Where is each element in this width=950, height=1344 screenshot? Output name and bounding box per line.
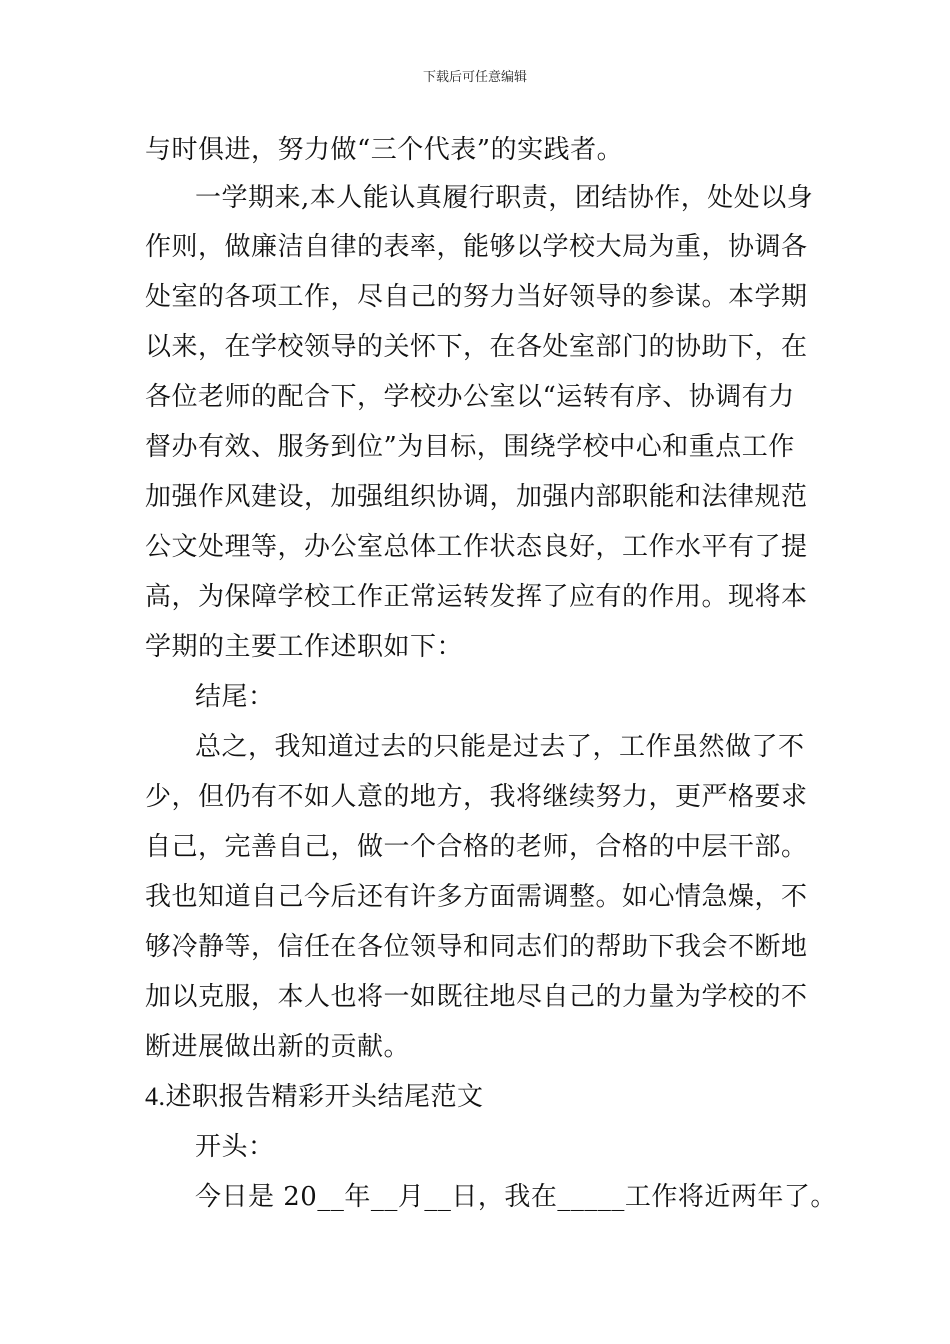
text-line: 加强作风建设，加强组织协调，加强内部职能和法律规范 [145, 482, 808, 512]
text-line: 作则，做廉洁自律的表率，能够以学校大局为重，协调各 [145, 232, 808, 262]
section-label: 开头： [195, 1132, 275, 1162]
page-header: 下载后可任意编辑 [422, 70, 527, 85]
text-line: 自己，完善自己，做一个合格的老师，合格的中层干部。 [145, 832, 808, 862]
section-heading: 4.述职报告精彩开头结尾范文 [145, 1082, 484, 1111]
text-line: 少，但仍有不如人意的地方，我将继续努力，更严格要求 [145, 782, 808, 812]
text-line: 督办有效、服务到位”为目标，围绕学校中心和重点工作 [145, 432, 795, 462]
text-line: 我也知道自己今后还有许多方面需调整。如心情急燥，不 [145, 882, 808, 912]
text-line: 高，为保障学校工作正常运转发挥了应有的作用。现将本 [145, 582, 808, 612]
text-line: 总之，我知道过去的只能是过去了，工作虽然做了不 [195, 732, 805, 762]
text-line: 学期的主要工作述职如下： [145, 632, 464, 662]
text-line: 公文处理等，办公室总体工作状态良好，工作水平有了提 [145, 532, 808, 562]
text-line: 今日是 20__年__月__日，我在_____工作将近两年了。 [195, 1182, 837, 1212]
text-line: 加以克服，本人也将一如既往地尽自己的力量为学校的不 [145, 982, 808, 1012]
text-line: 各位老师的配合下，学校办公室以“运转有序、协调有力 [145, 382, 795, 412]
text-line: 与时俱进，努力做“三个代表”的实践者。 [145, 135, 624, 165]
section-label: 结尾： [195, 682, 275, 712]
text-line: 够冷静等，信任在各位领导和同志们的帮助下我会不断地 [145, 932, 808, 962]
text-line: 断进展做出新的贡献。 [145, 1032, 411, 1062]
text-line: 一学期来,本人能认真履行职责，团结协作，处处以身 [195, 183, 814, 213]
text-line: 处室的各项工作，尽自己的努力当好领导的参谋。本学期 [145, 282, 808, 312]
text-line: 以来，在学校领导的关怀下，在各处室部门的协助下，在 [145, 332, 808, 362]
